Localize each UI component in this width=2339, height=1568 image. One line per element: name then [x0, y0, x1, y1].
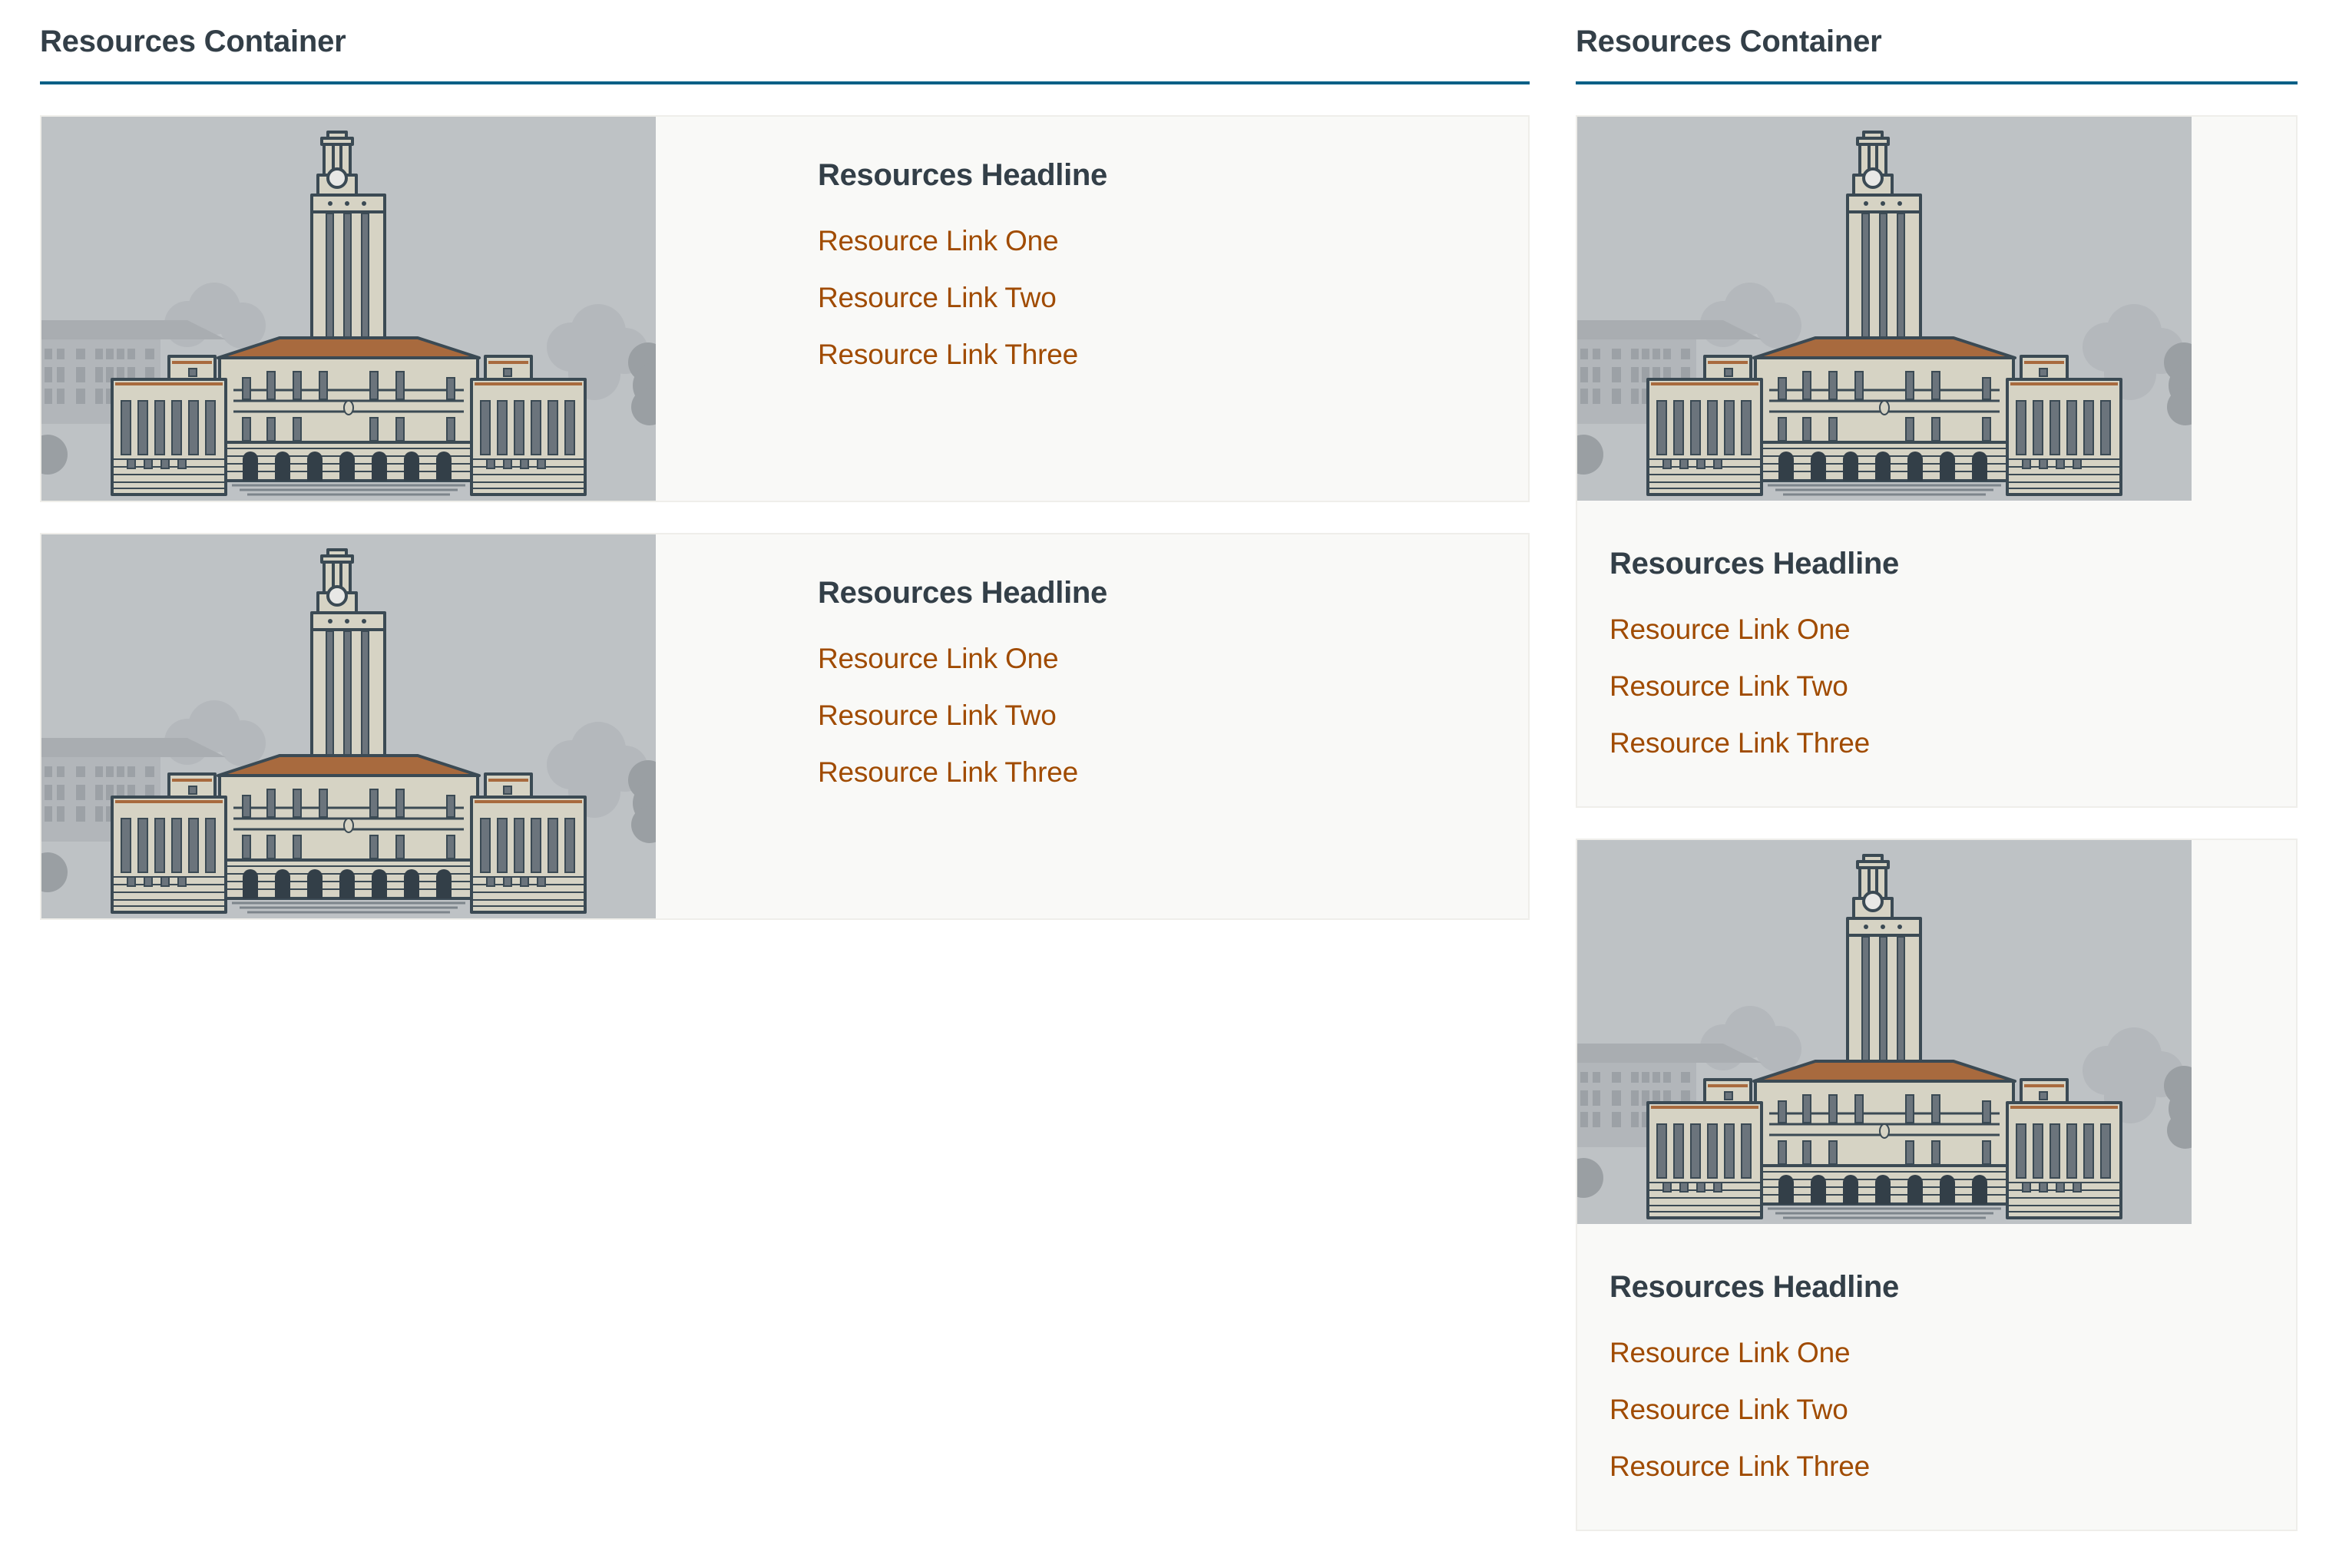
tower-illustration-image	[41, 117, 656, 501]
tower-illustration-image	[1577, 840, 2192, 1224]
card-body	[1577, 1224, 2296, 1530]
resource-card	[40, 533, 1530, 920]
card-headline: Resources Headline	[1610, 547, 1899, 581]
container-title: Resources Container	[40, 25, 346, 58]
link-list	[1610, 1336, 2264, 1484]
card-body	[1577, 501, 2296, 806]
resource-link-one[interactable]: Resource Link One	[1610, 614, 1851, 645]
card-body	[656, 534, 1107, 918]
ut-tower-icon	[41, 534, 656, 918]
resource-card	[1576, 115, 2298, 808]
card-headline: Resources Headline	[1610, 1270, 1899, 1304]
title-divider	[1576, 81, 2298, 84]
link-list	[818, 642, 1107, 789]
tower-illustration-image	[41, 534, 656, 918]
link-list	[818, 224, 1107, 372]
ut-tower-icon	[41, 117, 656, 501]
resource-card	[1576, 839, 2298, 1531]
card-headline: Resources Headline	[818, 576, 1107, 610]
link-list	[1610, 613, 2264, 760]
resource-link-one[interactable]: Resource Link One	[1610, 1337, 1851, 1368]
card-list	[40, 115, 1530, 951]
resource-link-two[interactable]: Resource Link Two	[818, 700, 1057, 731]
resource-link-one[interactable]: Resource Link One	[818, 225, 1059, 256]
card-headline: Resources Headline	[818, 158, 1107, 192]
resource-link-one[interactable]: Resource Link One	[818, 643, 1059, 674]
resource-link-two[interactable]: Resource Link Two	[1610, 1394, 1848, 1425]
title-divider	[40, 81, 1530, 84]
ut-tower-icon	[1577, 840, 2192, 1224]
resource-link-three[interactable]: Resource Link Three	[818, 339, 1078, 370]
resource-link-two[interactable]: Resource Link Two	[818, 282, 1057, 313]
tower-illustration-image	[1577, 117, 2192, 501]
resource-link-three[interactable]: Resource Link Three	[1610, 727, 1870, 759]
card-list	[1576, 115, 2298, 1562]
container-title: Resources Container	[1576, 25, 1882, 58]
resource-link-three[interactable]: Resource Link Three	[818, 756, 1078, 788]
ut-tower-icon	[1577, 117, 2192, 501]
resource-card	[40, 115, 1530, 502]
card-body	[656, 117, 1107, 501]
resource-link-two[interactable]: Resource Link Two	[1610, 670, 1848, 702]
resource-link-three[interactable]: Resource Link Three	[1610, 1451, 1870, 1482]
